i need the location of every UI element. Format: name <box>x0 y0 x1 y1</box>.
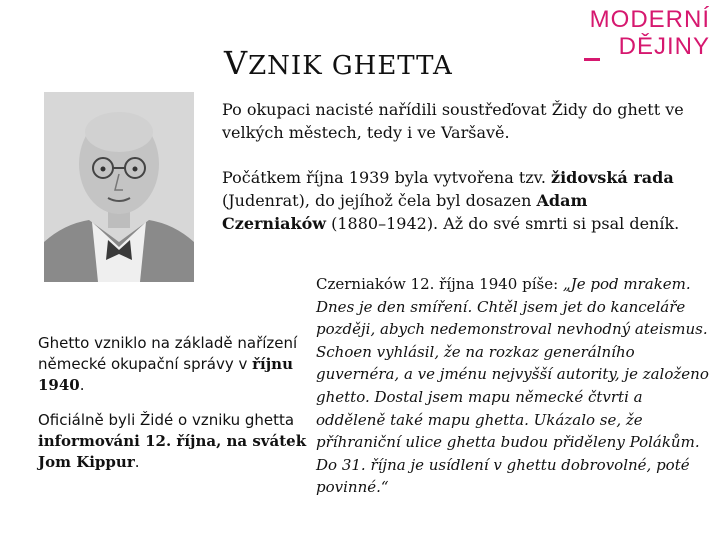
note2-end: . <box>134 453 140 471</box>
p2-text-1: Počátkem října 1939 byla vytvořena tzv. <box>222 168 551 187</box>
title-initial: V <box>224 44 249 82</box>
intro-paragraph: Po okupaci nacisté nařídili soustřeďovat Židy do ghett ve velkých městech, tedy i ve Varšavě. <box>222 100 684 142</box>
quote-lead: Czerniaków 12. října 1940 píše: <box>316 275 563 293</box>
note-origin <box>38 333 308 396</box>
note1-text: Ghetto vzniklo na základě nařízení německé okupační správy v <box>38 334 298 373</box>
portrait-illustration <box>44 92 194 282</box>
czerniakow-portrait <box>44 92 194 282</box>
logo-line-2: DĚJINY <box>618 33 710 60</box>
diary-quote <box>316 273 716 499</box>
p2-bold-1: židovská rada <box>550 168 674 187</box>
p2-bold-2: Adam Czerniaków <box>222 191 588 233</box>
moderni-dejiny-logo <box>582 6 714 66</box>
note2-text: Oficiálně byli Židé o vzniku ghetta <box>38 411 295 429</box>
note-informed <box>38 410 308 473</box>
ghetto-notes <box>38 333 308 473</box>
p2-text-3: (1880–1942). Až do své smrti si psal deník. <box>326 214 680 233</box>
logo-underscore <box>584 58 600 61</box>
logo-line-1: MODERNÍ <box>589 6 710 33</box>
p2-text-2: (Judenrat), do jejíhož čela byl dosazen <box>222 191 537 210</box>
note1-bold: říjnu 1940 <box>38 355 293 394</box>
page-title <box>224 44 453 82</box>
note2-bold: informováni 12. října, na svátek Jom Kippur <box>38 432 307 471</box>
quote-text: „Je pod mrakem. Dnes je den smíření. Chtěl jsem jet do kanceláře později, abych nedemonstroval nevhodný ateismus. Schoen vyhlásil, že na rozkaz generálního guvernéra, a ve jménu nejvyšší autority, je založeno ghetto. Dostal jsem mapu německé čtvrti a odděleně také mapu ghetta. Ukázalo se, že příhraniční ulice ghetta budou přiděleny Polákům. Do 31. října je usídlení v ghettu dobrovolné, poté povinné.“ <box>316 275 709 497</box>
note1-end: . <box>79 376 85 394</box>
judenrat-paragraph <box>222 166 692 235</box>
title-rest: ZNIK GHETTA <box>248 51 453 81</box>
